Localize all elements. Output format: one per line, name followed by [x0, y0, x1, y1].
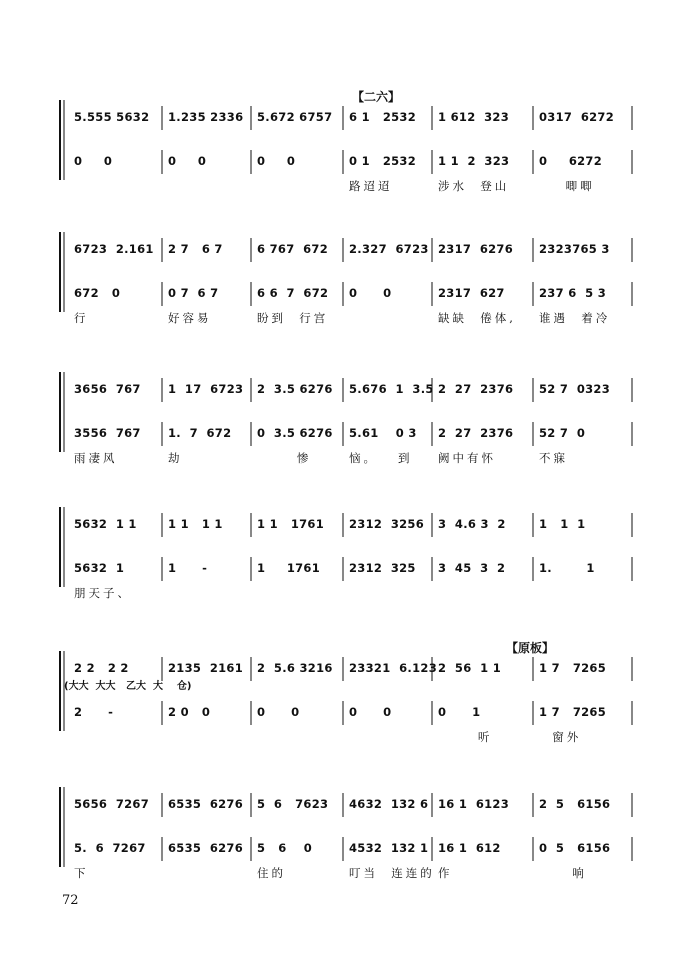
- bottom-measure: 2312 325: [349, 561, 416, 575]
- bottom-measure: 3556 767: [74, 426, 141, 440]
- bottom-measure: 1 1761: [257, 561, 321, 575]
- lyric-text: 雨凄风: [74, 451, 118, 465]
- top-measure: 2 56 1 1: [438, 661, 502, 675]
- top-measure: 1 1 1: [539, 517, 586, 531]
- top-measure: 5.672 6757: [257, 110, 333, 124]
- top-measure: 2317 6276: [438, 242, 514, 256]
- top-measure: 5.676 1 3.5: [349, 382, 434, 396]
- top-measure: 2 5.6 3216: [257, 661, 333, 675]
- top-measure: 1 612 323: [438, 110, 510, 124]
- section-label-erliu: 【二六】: [352, 90, 401, 104]
- bottom-measure: 1. 7 672: [168, 426, 232, 440]
- lyric-text: 行: [74, 311, 89, 325]
- top-measure: 6 767 672: [257, 242, 329, 256]
- page-number: 72: [62, 893, 79, 908]
- bottom-measure: 0 0: [349, 705, 392, 719]
- lyric-text: 窗外: [539, 730, 582, 744]
- top-measure: 2 3.5 6276: [257, 382, 333, 396]
- percussion-syllables: (大大 大大 乙大 大 仓): [64, 681, 192, 692]
- bottom-measure: 5.61 0 3: [349, 426, 417, 440]
- top-measure: 3656 767: [74, 382, 141, 396]
- bottom-measure: 0 6272: [539, 154, 603, 168]
- bottom-measure: 5632 1: [74, 561, 125, 575]
- top-measure: 4632 132 6: [349, 797, 429, 811]
- bottom-measure: 0 1: [438, 705, 481, 719]
- top-measure: 1 7 7265: [539, 661, 607, 675]
- lyric-text: 恼。 到: [349, 451, 413, 465]
- bottom-measure: 2 -: [74, 705, 114, 719]
- lyric-text: 涉水 登山: [438, 179, 510, 193]
- bottom-measure: 3 45 3 2: [438, 561, 506, 575]
- bottom-measure: 16 1 612: [438, 841, 501, 855]
- top-measure: 2312 3256: [349, 517, 425, 531]
- bottom-measure: 672 0: [74, 286, 121, 300]
- lyric-text: 缺缺 倦体,: [438, 311, 516, 325]
- top-measure: 5656 7267: [74, 797, 150, 811]
- bottom-measure: 0 0: [168, 154, 207, 168]
- section-label-yuanban: 【原板】: [506, 641, 555, 655]
- top-measure: 5632 1 1: [74, 517, 137, 531]
- bottom-measure: 1 7 7265: [539, 705, 607, 719]
- top-measure: 2 5 6156: [539, 797, 611, 811]
- lyric-text: 好容易: [168, 311, 212, 325]
- top-measure: 5.555 5632: [74, 110, 150, 124]
- top-measure: 5 6 7623: [257, 797, 329, 811]
- bottom-measure: 1. 1: [539, 561, 595, 575]
- lyric-text: 不寐: [539, 451, 568, 465]
- bottom-measure: 2317 627: [438, 286, 505, 300]
- top-measure: 6535 6276: [168, 797, 244, 811]
- bottom-measure: 6535 6276: [168, 841, 244, 855]
- lyric-text: 作: [438, 866, 453, 880]
- bottom-measure: 0 0: [74, 154, 113, 168]
- bottom-measure: 0 0: [257, 154, 296, 168]
- lyric-text: 路迢迢: [349, 179, 393, 193]
- top-measure: 1 17 6723: [168, 382, 244, 396]
- top-measure: 1 1 1761: [257, 517, 325, 531]
- bottom-measure: 1 1 2 323: [438, 154, 510, 168]
- top-measure: 52 7 0323: [539, 382, 611, 396]
- lyric-text: 惨: [257, 451, 312, 465]
- bottom-measure: 0 0: [349, 286, 392, 300]
- bottom-measure: 4532 132 1: [349, 841, 429, 855]
- lyric-text: 劫: [168, 451, 183, 465]
- bottom-measure: 237 6 5 3: [539, 286, 607, 300]
- lyric-text: 朋天子、: [74, 586, 132, 600]
- top-measure: 3 4.6 3 2: [438, 517, 506, 531]
- bottom-measure: 2 0 0: [168, 705, 211, 719]
- top-measure: 6 1 2532: [349, 110, 417, 124]
- bottom-measure: 0 3.5 6276: [257, 426, 333, 440]
- top-measure: 2323765 3: [539, 242, 610, 256]
- lyric-text: 响: [539, 866, 587, 880]
- bottom-measure: 5 6 0: [257, 841, 313, 855]
- bottom-measure: 0 7 6 7: [168, 286, 219, 300]
- top-measure: 2 27 2376: [438, 382, 514, 396]
- bottom-measure: 6 6 7 672: [257, 286, 329, 300]
- top-measure: 1.235 2336: [168, 110, 244, 124]
- top-measure: 2.327 6723: [349, 242, 429, 256]
- top-measure: 1 1 1 1: [168, 517, 223, 531]
- bottom-measure: 52 7 0: [539, 426, 586, 440]
- top-measure: 2 2 2 2: [74, 661, 129, 675]
- top-measure: 2135 2161: [168, 661, 244, 675]
- lyric-text: 阙中有怀: [438, 451, 496, 465]
- lyric-text: 谁遇 着冷: [539, 311, 611, 325]
- bottom-measure: 0 5 6156: [539, 841, 611, 855]
- top-measure: 6723 2.161: [74, 242, 154, 256]
- bottom-measure: 0 1 2532: [349, 154, 417, 168]
- lyric-text: 盼到 行宫: [257, 311, 329, 325]
- top-measure: 23321 6.123: [349, 661, 437, 675]
- top-measure: 16 1 6123: [438, 797, 510, 811]
- bottom-measure: 5. 6 7267: [74, 841, 146, 855]
- lyric-text: 叮当 连连的: [349, 866, 435, 880]
- bottom-measure: 2 27 2376: [438, 426, 514, 440]
- lyric-text: 听: [438, 730, 493, 744]
- bottom-measure: 1 -: [168, 561, 208, 575]
- lyric-text: 住的: [257, 866, 286, 880]
- top-measure: 2 7 6 7: [168, 242, 223, 256]
- bottom-measure: 0 0: [257, 705, 300, 719]
- lyric-text: 下: [74, 866, 89, 880]
- top-measure: 0317 6272: [539, 110, 615, 124]
- lyric-text: 唧唧: [539, 179, 595, 193]
